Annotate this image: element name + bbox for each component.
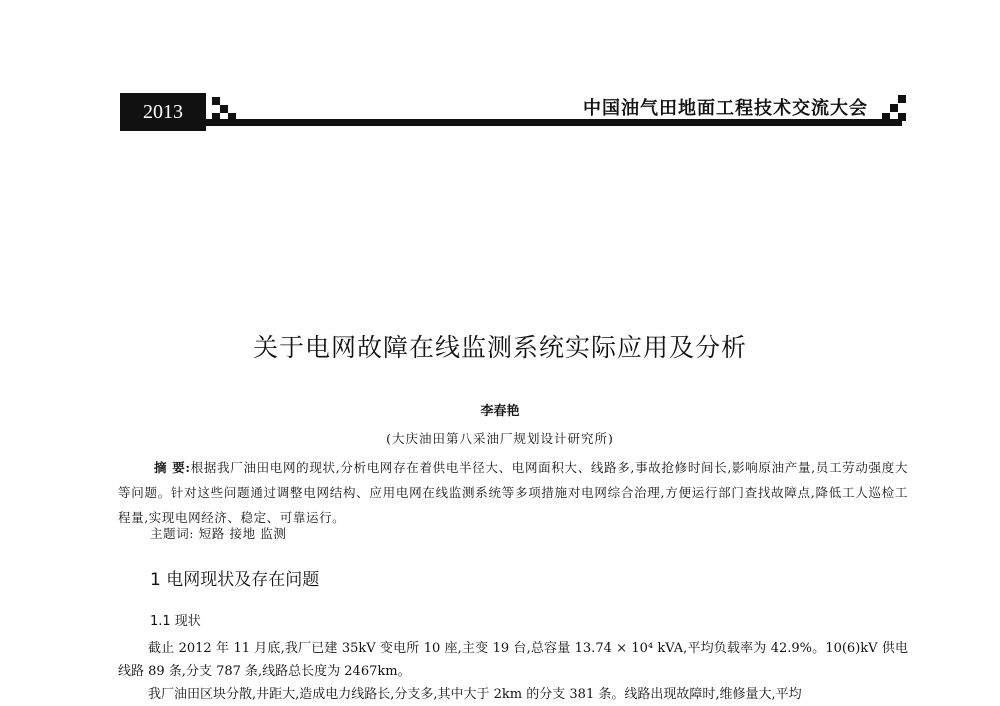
- keywords: [150, 524, 286, 542]
- paper-title: 关于电网故障在线监测系统实际应用及分析: [252, 333, 747, 362]
- subsection-heading: 1.1 现状: [150, 614, 201, 629]
- keywords-text: 短路 接地 监测: [198, 526, 287, 541]
- running-header: [120, 93, 902, 131]
- abstract: [118, 455, 908, 530]
- pixel-deco-right-icon: [882, 95, 906, 121]
- header-year: 2013: [120, 93, 206, 131]
- pixel-deco-left-icon: [212, 97, 236, 121]
- body-paragraph: 截止 2012 年 11 月底,我厂已建 35kV 变电所 10 座,主变 19 台,总容量 13.74 × 10⁴ kVA,平均负载率为 42.9%。10(6)kV 供电线路 89 条,分支 787 条,线路总长度为 2467km。: [118, 641, 908, 679]
- body-paragraph: 我厂油田区块分散,井距大,造成电力线路长,分支多,其中大于 2km 的分支 381 条。线路出现故障时,维修量大,平均: [148, 687, 802, 702]
- keywords-label: 主题词:: [150, 526, 195, 541]
- section-heading: 1 电网现状及存在问题: [150, 570, 320, 590]
- abstract-label: 摘 要:: [154, 460, 191, 475]
- abstract-text: 根据我厂油田电网的现状,分析电网存在着供电半径大、电网面积大、线路多,事故抢修时间长,影响原油产量,员工劳动强度大等问题。针对这些问题通过调整电网结构、应用电网在线监测系统等多项措施对电网综合治理,方便运行部门查找故障点,降低工人巡检工程量,实现电网经济、稳定、可靠运行。: [118, 460, 908, 525]
- affiliation: (大庆油田第八采油厂规划设计研究所): [386, 431, 614, 446]
- conference-title: 中国油气田地面工程技术交流大会: [583, 98, 868, 119]
- author: 李春艳: [480, 404, 520, 419]
- header-rule: [206, 119, 902, 126]
